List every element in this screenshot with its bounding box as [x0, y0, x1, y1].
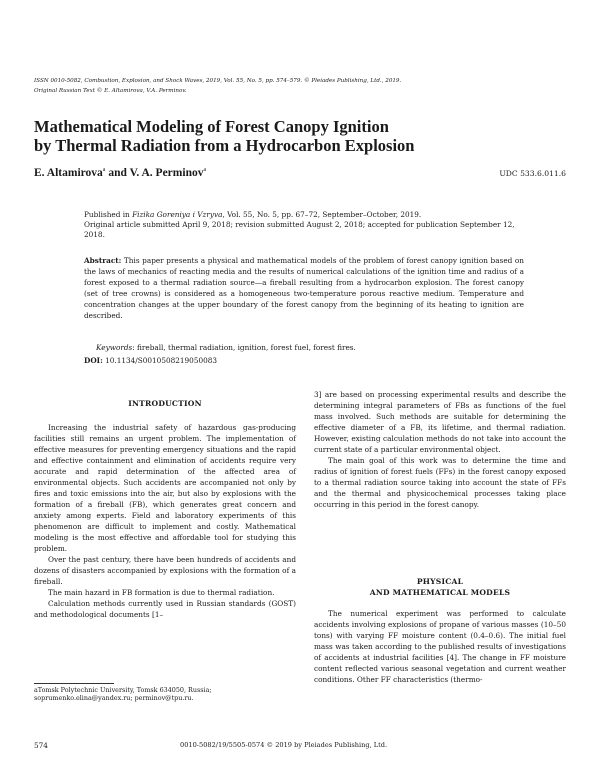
- intro-paragraph-2: Over the past century, there have been hundreds of accidents and dozens of disasters accompanied by explosions with the formation of a fireball.: [34, 555, 296, 586]
- udc-code: UDC 533.6.011.6: [499, 169, 566, 178]
- introduction-heading: INTRODUCTION: [128, 399, 202, 408]
- abstract-text: This paper presents a physical and mathematical models of the problem of forest canopy ignition based on the laws of mechanics of reacting media and the results of numerical calculations of the ignition time and radius of a forest exposed to a thermal radiation source—a fireball resulting from a hydrocarbon explosion. The forest canopy (set of tree crowns) is considered as a homogeneous two-temperature porous reactive medium. Temperature and concentration changes at the upper boundary of the forest canopy from the beginning of its heating to ignition are described.: [84, 256, 527, 320]
- keywords: [96, 343, 526, 353]
- running-header-citation: ISSN 0010-5082, Combustion, Explosion, and Shock Waves, 2019, Vol. 55, No. 5, pp. 574–579. © Pleiades Publishing, Ltd., 2019.: [34, 78, 402, 84]
- title-line-1: Mathematical Modeling of Forest Canopy Ignition: [34, 117, 389, 136]
- section-heading-line-1: PHYSICAL: [416, 577, 464, 586]
- doi-value: 10.1134/S0010508219050083: [102, 356, 218, 365]
- title-line-2: by Thermal Radiation from a Hydrocarbon Explosion: [34, 136, 415, 155]
- publication-info: [84, 210, 524, 240]
- footnote-affiliation: aTomsk Polytechnic University, Tomsk 634050, Russia;: [34, 686, 212, 694]
- author-2: V. A. Perminov: [129, 167, 204, 179]
- section-physical-models-heading: [314, 576, 566, 598]
- left-column-text: [34, 422, 296, 620]
- author-connector: and: [105, 167, 130, 179]
- intro-paragraph-3: The main hazard in FB formation is due to thermal radiation.: [48, 588, 275, 597]
- footnote-rule: [34, 683, 114, 684]
- page-number: 574: [34, 741, 48, 750]
- published-in-prefix: Published in: [84, 210, 133, 219]
- keywords-label: Keywords: [96, 343, 133, 352]
- keywords-text: : fireball, thermal radiation, ignition, forest fuel, forest fires.: [132, 343, 356, 352]
- footnote-emails: soprumenko.elina@yandex.ru; perminov@tpu.ru.: [34, 694, 194, 703]
- running-header-original-text: Original Russian Text © E. Altamirova, V.A. Perminov.: [34, 88, 187, 94]
- author-2-affiliation-mark: a: [203, 167, 207, 174]
- author-1: E. Altamirova: [34, 167, 103, 179]
- abstract: [84, 256, 527, 321]
- doi: [84, 356, 217, 365]
- doi-label: DOI:: [84, 356, 103, 365]
- published-in: [84, 210, 524, 220]
- submission-history: Original article submitted April 9, 2018; revision submitted August 2, 2018; accepted for publication September 12, 2018.: [84, 220, 515, 239]
- intro-paragraph-6: The main goal of this work was to determine the time and radius of ignition of forest fuels (FFs) in the forest canopy exposed to a thermal radiation source taking into account the state of FFs and the thermal and physicochemical processes taking place occurring in this period in the forest canopy.: [314, 456, 566, 509]
- published-in-details: , Vol. 55, No. 5, pp. 67–72, September–October, 2019.: [222, 210, 422, 219]
- section2-paragraph-1: The numerical experiment was performed to calculate accidents involving explosions of propane of various masses (10–50 tons) with varying FF moisture content (0.4–0.6). The initial fuel mass was taken according to the published results of investigations of accidents at industrial facilities [4]. The change in FF moisture content reflected various seasonal vegetation and current weather conditions. Other FF characteristics (thermo-: [314, 609, 566, 684]
- affiliation-footnote: [34, 686, 296, 703]
- intro-paragraph-5: 3] are based on processing experimental results and describe the determining integral parameters of FBs as functions of the fuel mass involved. Such methods are suitable for determining the effective diameter of a FB, its lifetime, and thermal radiation. However, existing calculation methods do not take into account the current state of a particular environmental object.: [314, 390, 566, 454]
- right-column-text: [314, 389, 566, 510]
- paper-title: [34, 117, 554, 155]
- journal-name: Fizika Goreniya i Vzryva: [132, 210, 223, 219]
- abstract-label: Abstract:: [84, 256, 122, 265]
- section-heading-line-2: AND MATHEMATICAL MODELS: [369, 588, 511, 597]
- section-physical-models-text: [314, 608, 566, 685]
- author-1-affiliation-mark: a: [102, 167, 106, 174]
- intro-paragraph-1: Increasing the industrial safety of hazardous gas-producing facilities still remains an urgent problem. The implementation of effective measures for preventing emergency situations and the rapid and effective containment and elimination of accidents require very accurate and rapid determination of the affected area of environmental objects. Such accidents are accompanied not only by fires and toxic emissions into the air, but also by explosions with the formation of a fireball (FB), which generates great concern and anxiety among experts. Field and laboratory experiments of this phenomenon are difficult to implement and costly. Mathematical modeling is the most effective and affordable tool for studying this problem.: [34, 423, 296, 553]
- intro-paragraph-4: Calculation methods currently used in Russian standards (GOST) and methodological documents [1–: [34, 599, 296, 619]
- author-list: [34, 167, 206, 179]
- footer-copyright: 0010-5082/19/5505-0574 © 2019 by Pleiades Publishing, Ltd.: [180, 741, 388, 749]
